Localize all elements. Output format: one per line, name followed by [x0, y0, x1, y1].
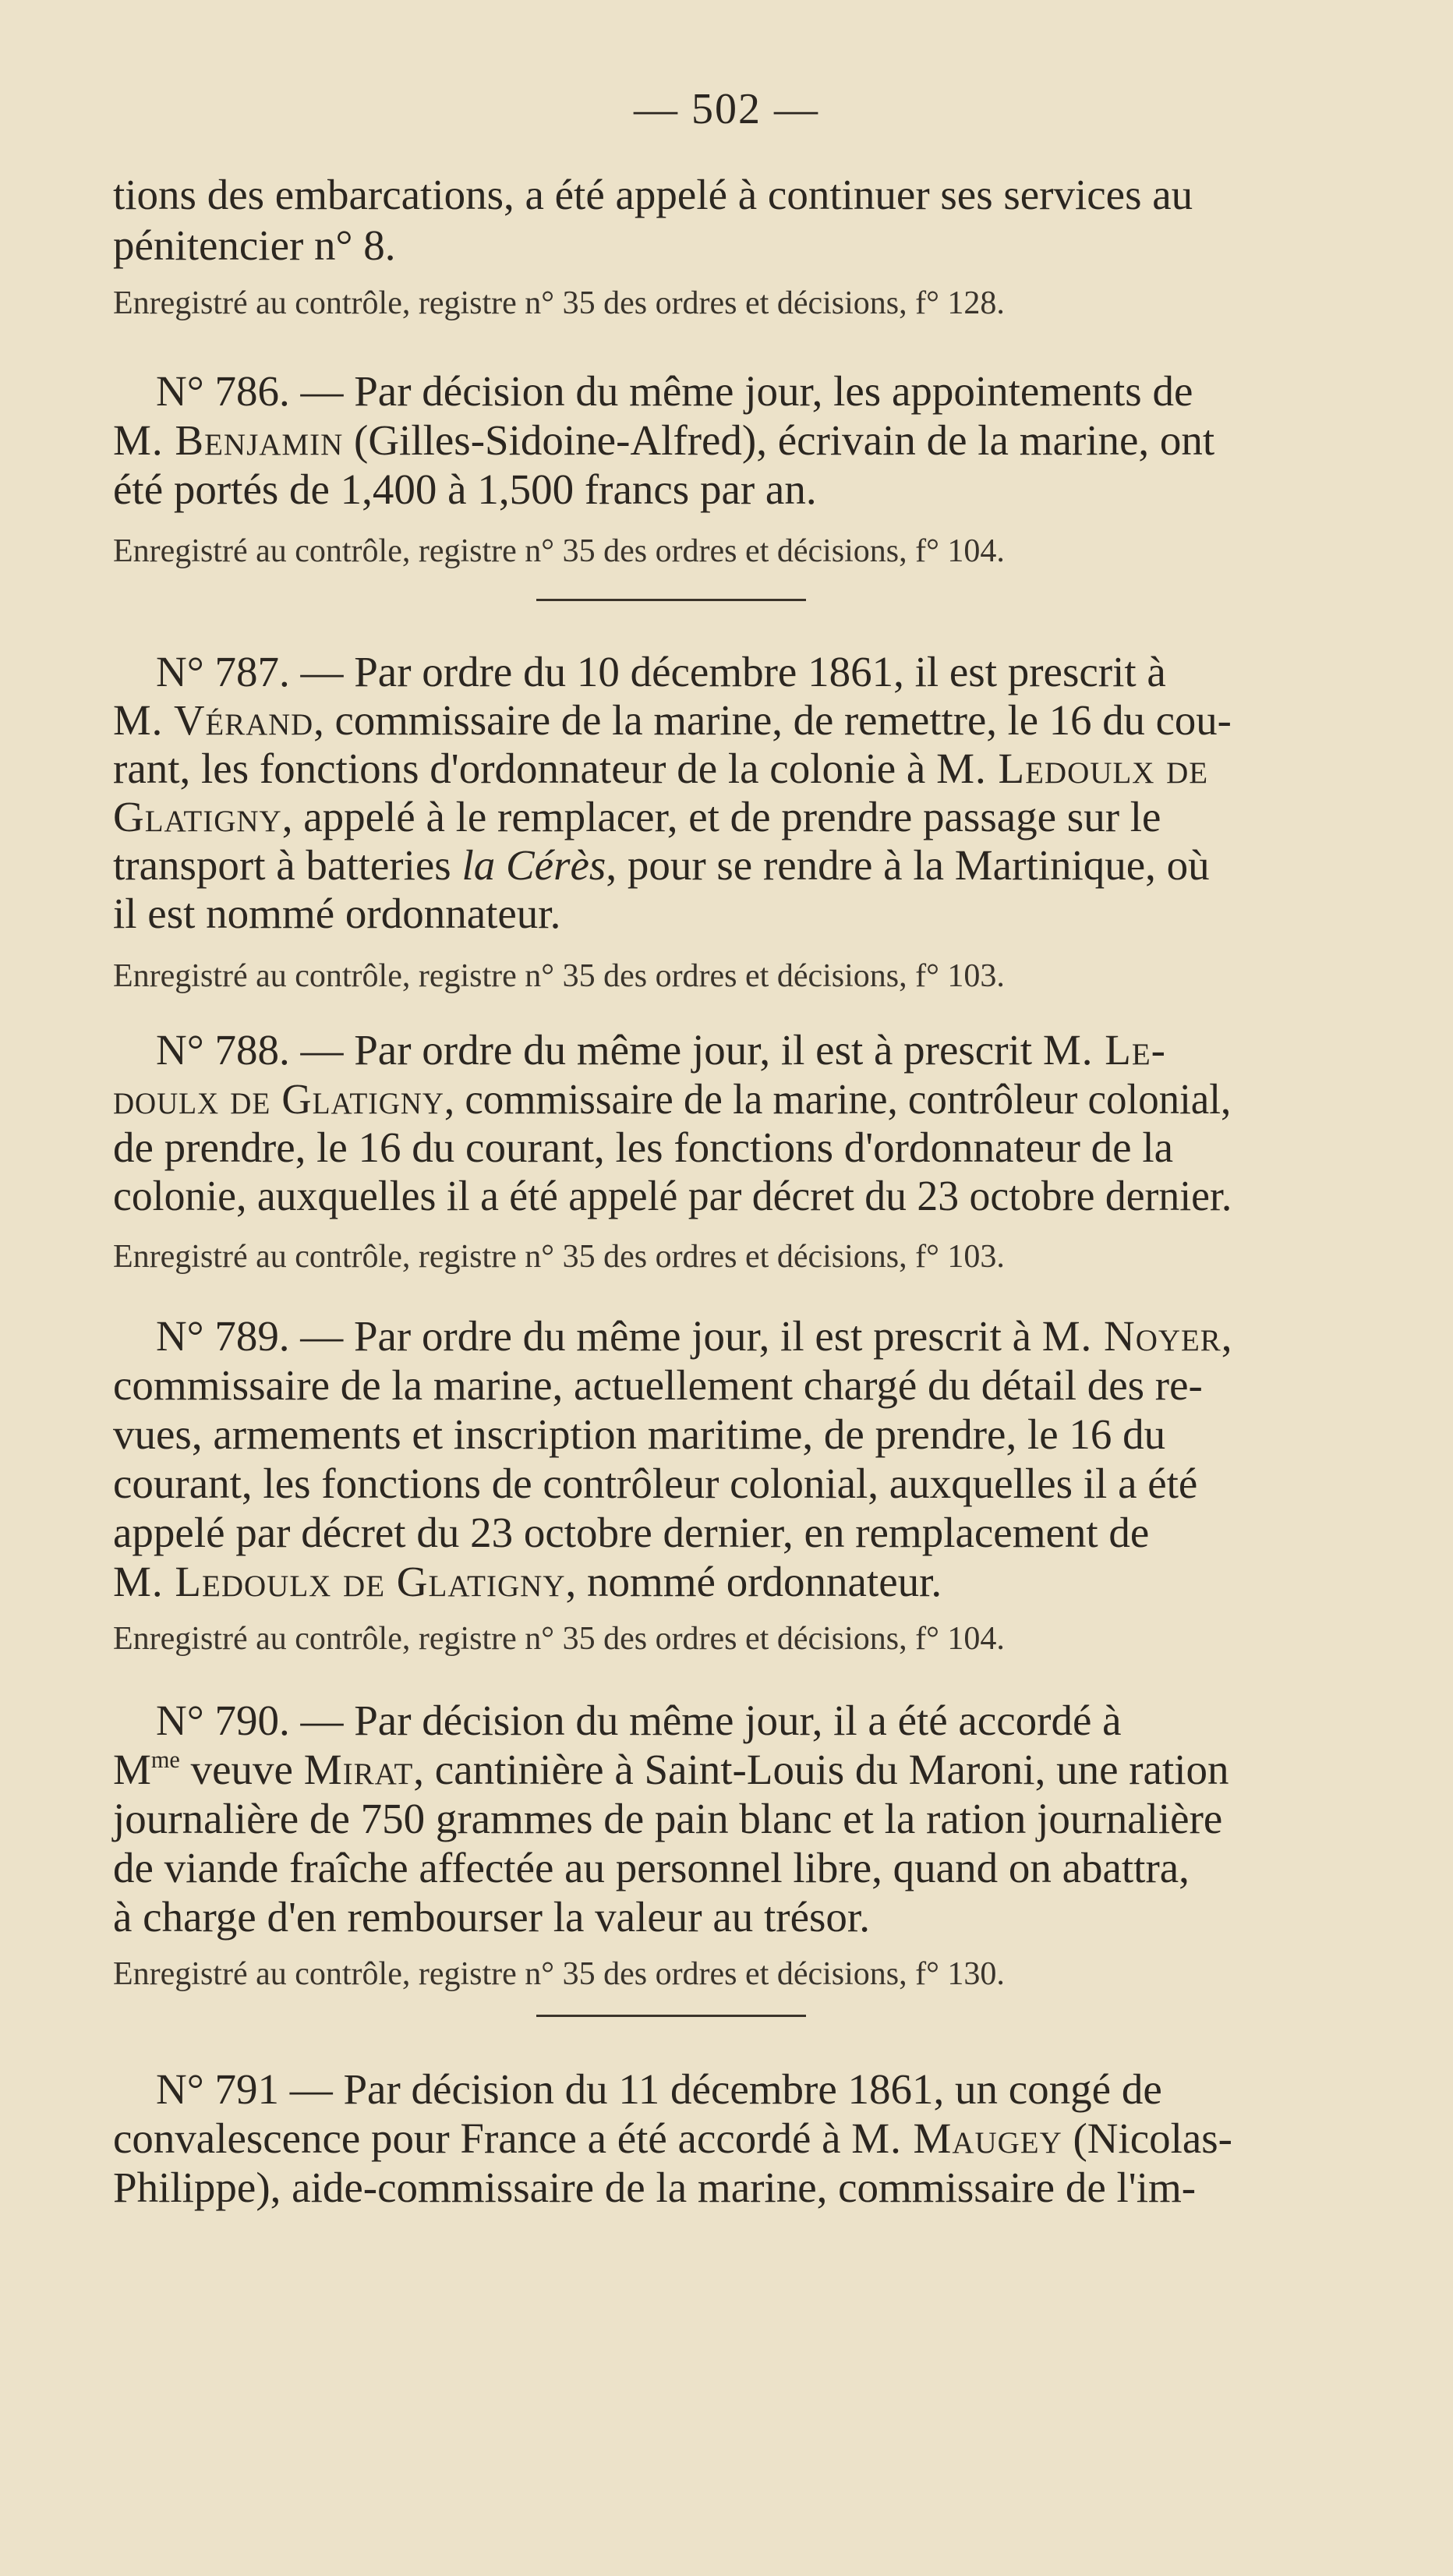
text-line: Philippe), aide-commissaire de la marine, commissaire de l'im- [113, 2164, 1197, 2211]
person-name: M. Maugey [851, 2114, 1062, 2162]
text-line: convalescence pour France a été accordé à M. Maugey (Nicolas- [113, 2114, 1232, 2162]
text-line: M. Ledoulx de Glatigny, nommé ordonnateur. [113, 1558, 942, 1605]
text-line: appelé par décret du 23 octobre dernier, en remplacement de [113, 1509, 1150, 1556]
person-name: M. Ledoulx de [936, 745, 1209, 792]
text-line: de prendre, le 16 du courant, les fonctions d'ordonnateur de la [113, 1123, 1174, 1171]
text-line: été portés de 1,400 à 1,500 francs par an. [113, 465, 817, 513]
ship-name: la Cérès [461, 841, 606, 889]
text-line: N° 790. — Par décision du même jour, il a été accordé à [156, 1697, 1122, 1744]
text-line: $M^{me}$ veuve Mirat, cantinière à Saint-Louis du Maroni, une ration [113, 1746, 1229, 1793]
person-name: doulx de Glatigny [113, 1075, 444, 1123]
registration-note: Enregistré au contrôle, registre n° 35 des ordres et décisions, f° 103. [113, 1239, 1005, 1275]
person-name: M. Le- [1042, 1026, 1166, 1074]
text-line: Glatigny, appelé à le remplacer, et de prendre passage sur le [113, 793, 1161, 840]
text-line: N° 786. — Par décision du même jour, les appointements de [156, 367, 1193, 415]
person-name: M. Ledoulx de Glatigny [113, 1558, 566, 1605]
text-line: vues, armements et inscription maritime, de prendre, le 16 du [113, 1410, 1166, 1458]
text-line: tions des embarcations, a été appelé à continuer ses services au [113, 171, 1193, 218]
text-line: pénitencier n° 8. [113, 221, 396, 269]
section-divider [536, 599, 806, 601]
person-name: M. Benjamin [113, 416, 344, 464]
text-line: M. Benjamin (Gilles-Sidoine-Alfred), écrivain de la marine, ont [113, 416, 1215, 464]
text-line: il est nommé ordonnateur. [113, 890, 561, 937]
text-line: M. Vérand, commissaire de la marine, de remettre, le 16 du cou- [113, 696, 1232, 744]
text-line: rant, les fonctions d'ordonnateur de la colonie à M. Ledoulx de [113, 745, 1209, 792]
registration-note: Enregistré au contrôle, registre n° 35 des ordres et décisions, f° 104. [113, 533, 1005, 569]
text-line: colonie, auxquelles il a été appelé par décret du 23 octobre dernier. [113, 1172, 1232, 1219]
text-line: à charge d'en rembourser la valeur au trésor. [113, 1893, 870, 1941]
person-name: Mirat [303, 1746, 414, 1793]
text-line: commissaire de la marine, actuellement chargé du détail des re- [113, 1361, 1203, 1409]
text-line: doulx de Glatigny, commissaire de la marine, contrôleur colonial, [113, 1075, 1232, 1123]
text-line: N° 791 — Par décision du 11 décembre 1861, un congé de [156, 2065, 1162, 2113]
section-divider [536, 2015, 806, 2017]
text-line: N° 788. — Par ordre du même jour, il est à prescrit M. Le- [156, 1026, 1166, 1074]
text-line: journalière de 750 grammes de pain blanc et la ration journalière [113, 1795, 1223, 1842]
page-number: — 502 — [634, 85, 819, 133]
registration-note: Enregistré au contrôle, registre n° 35 des ordres et décisions, f° 128. [113, 285, 1005, 321]
registration-note: Enregistré au contrôle, registre n° 35 des ordres et décisions, f° 130. [113, 1956, 1005, 1992]
registration-note: Enregistré au contrôle, registre n° 35 des ordres et décisions, f° 103. [113, 958, 1005, 994]
person-name: M. Vérand [113, 696, 314, 744]
person-name: Glatigny [113, 793, 282, 840]
registration-note: Enregistré au contrôle, registre n° 35 des ordres et décisions, f° 104. [113, 1621, 1005, 1657]
text-line: courant, les fonctions de contrôleur colonial, auxquelles il a été [113, 1460, 1198, 1507]
text-line: de viande fraîche affectée au personnel libre, quand on abattra, [113, 1844, 1190, 1891]
text-line: N° 787. — Par ordre du 10 décembre 1861, il est prescrit à [156, 648, 1166, 695]
person-name: M. Noyer [1041, 1312, 1221, 1360]
text-line: N° 789. — Par ordre du même jour, il est prescrit à M. Noyer, [156, 1312, 1232, 1360]
text-line: transport à batteries la Cérès, pour se rendre à la Martinique, où [113, 841, 1210, 889]
